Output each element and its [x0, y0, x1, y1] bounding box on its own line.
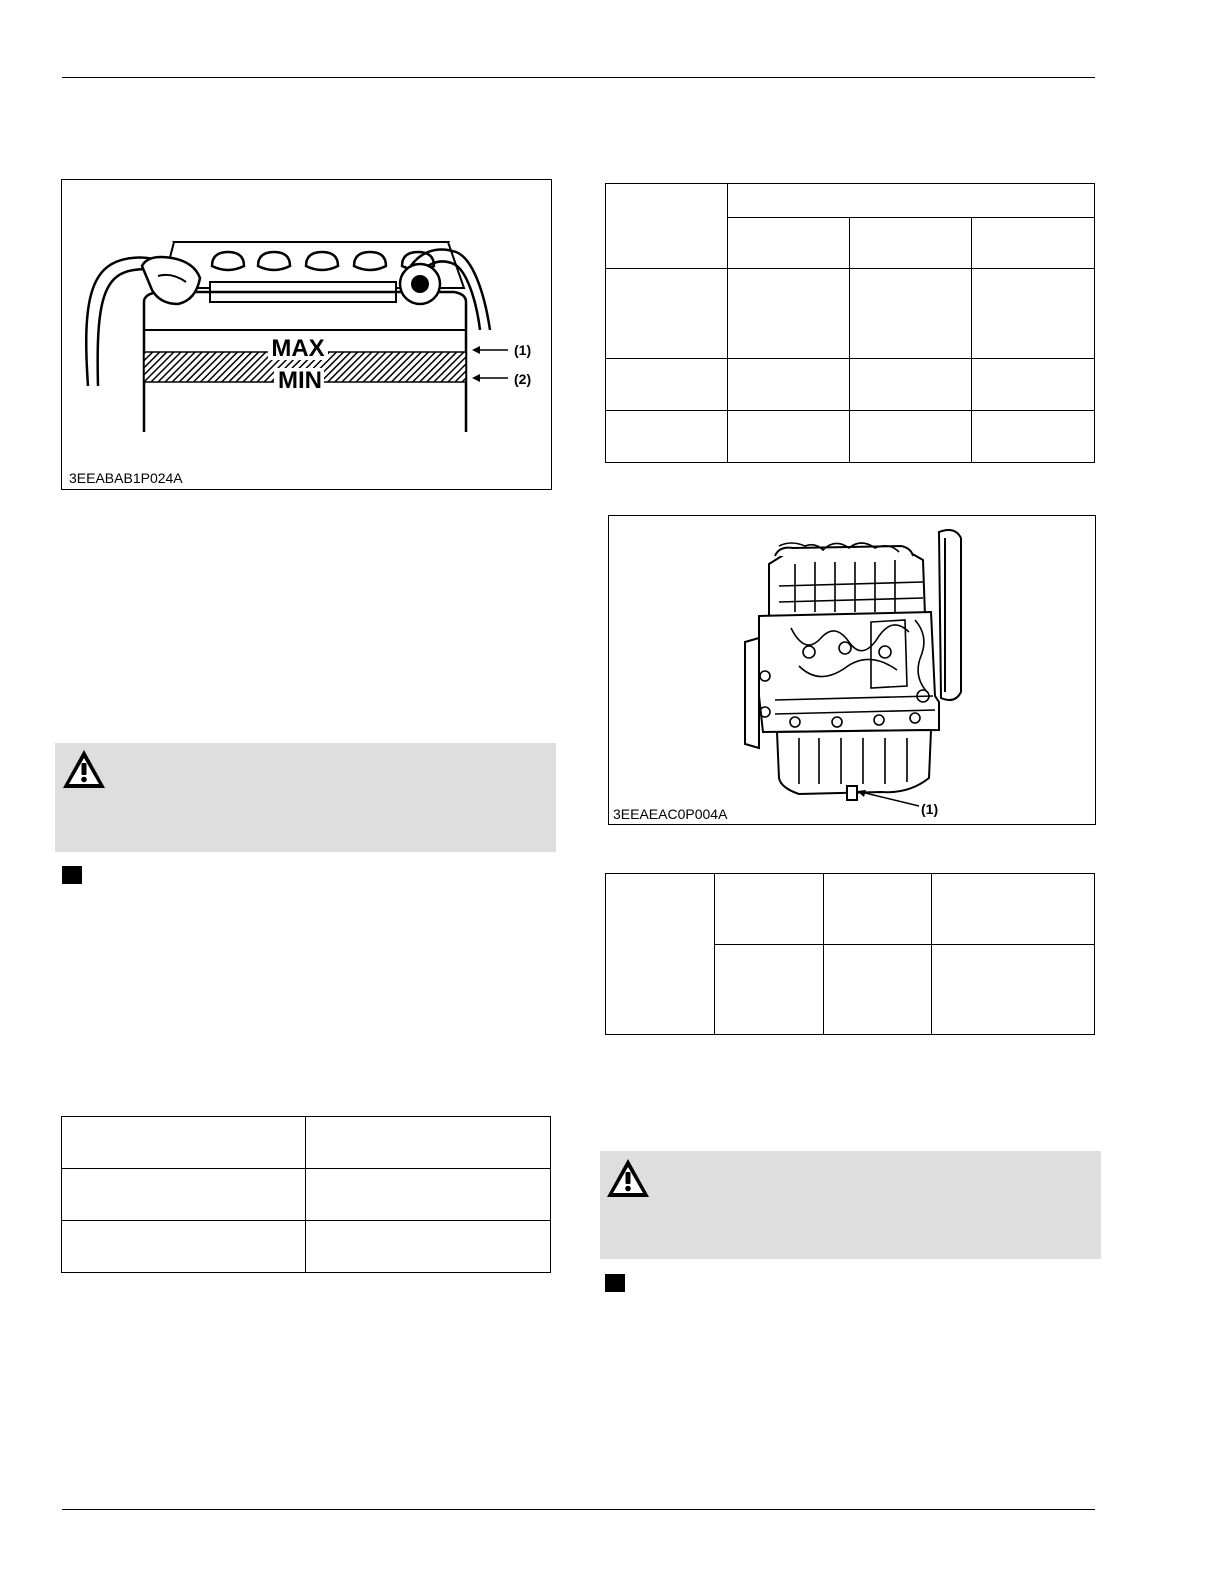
table-cell [824, 874, 932, 945]
table-cell [728, 269, 850, 359]
warning-box-left [55, 743, 556, 852]
section-marker-left [62, 866, 82, 884]
table-cell [824, 945, 932, 1035]
table-cell [972, 411, 1095, 463]
table-cell [728, 184, 1095, 218]
table-cell [850, 359, 972, 411]
table-cell [606, 184, 728, 269]
engine-figure [608, 515, 1096, 825]
left-spec-table [61, 1116, 551, 1273]
right-middle-table [605, 873, 1095, 1035]
warning-triangle-icon [61, 748, 107, 790]
battery-illustration [62, 180, 551, 489]
table-cell [62, 1169, 306, 1221]
table-cell [606, 359, 728, 411]
table-cell [306, 1169, 551, 1221]
engine-illustration [609, 516, 1095, 824]
table-cell [606, 411, 728, 463]
callout-2: (2) [514, 371, 532, 387]
warning-triangle-icon [605, 1157, 651, 1199]
table-cell [715, 945, 824, 1035]
table-cell [850, 218, 972, 269]
figure-code: 3EEABAB1P024A [69, 470, 183, 486]
warning-box-right [600, 1151, 1101, 1259]
engine-callout-1: (1) [921, 801, 939, 817]
table-cell [715, 874, 824, 945]
table-cell [728, 359, 850, 411]
table-cell [972, 359, 1095, 411]
table-cell [972, 218, 1095, 269]
max-label: MAX [271, 335, 325, 362]
figure-code: 3EEAEAC0P004A [613, 806, 728, 822]
table-cell [850, 269, 972, 359]
table-cell [932, 874, 1095, 945]
table-cell [306, 1221, 551, 1273]
callout-1: (1) [514, 342, 532, 358]
battery-electrolyte-figure [61, 179, 552, 490]
table-cell [62, 1117, 306, 1169]
table-cell [850, 411, 972, 463]
footer-rule [62, 1509, 1095, 1510]
table-cell [932, 945, 1095, 1035]
table-cell [972, 269, 1095, 359]
section-marker-right [605, 1274, 625, 1292]
table-cell [306, 1117, 551, 1169]
table-cell [606, 874, 715, 1035]
header-rule [62, 77, 1095, 78]
table-cell [728, 218, 850, 269]
table-cell [606, 269, 728, 359]
table-cell [62, 1221, 306, 1273]
table-cell [728, 411, 850, 463]
min-label: MIN [278, 367, 322, 394]
right-top-table [605, 183, 1095, 463]
